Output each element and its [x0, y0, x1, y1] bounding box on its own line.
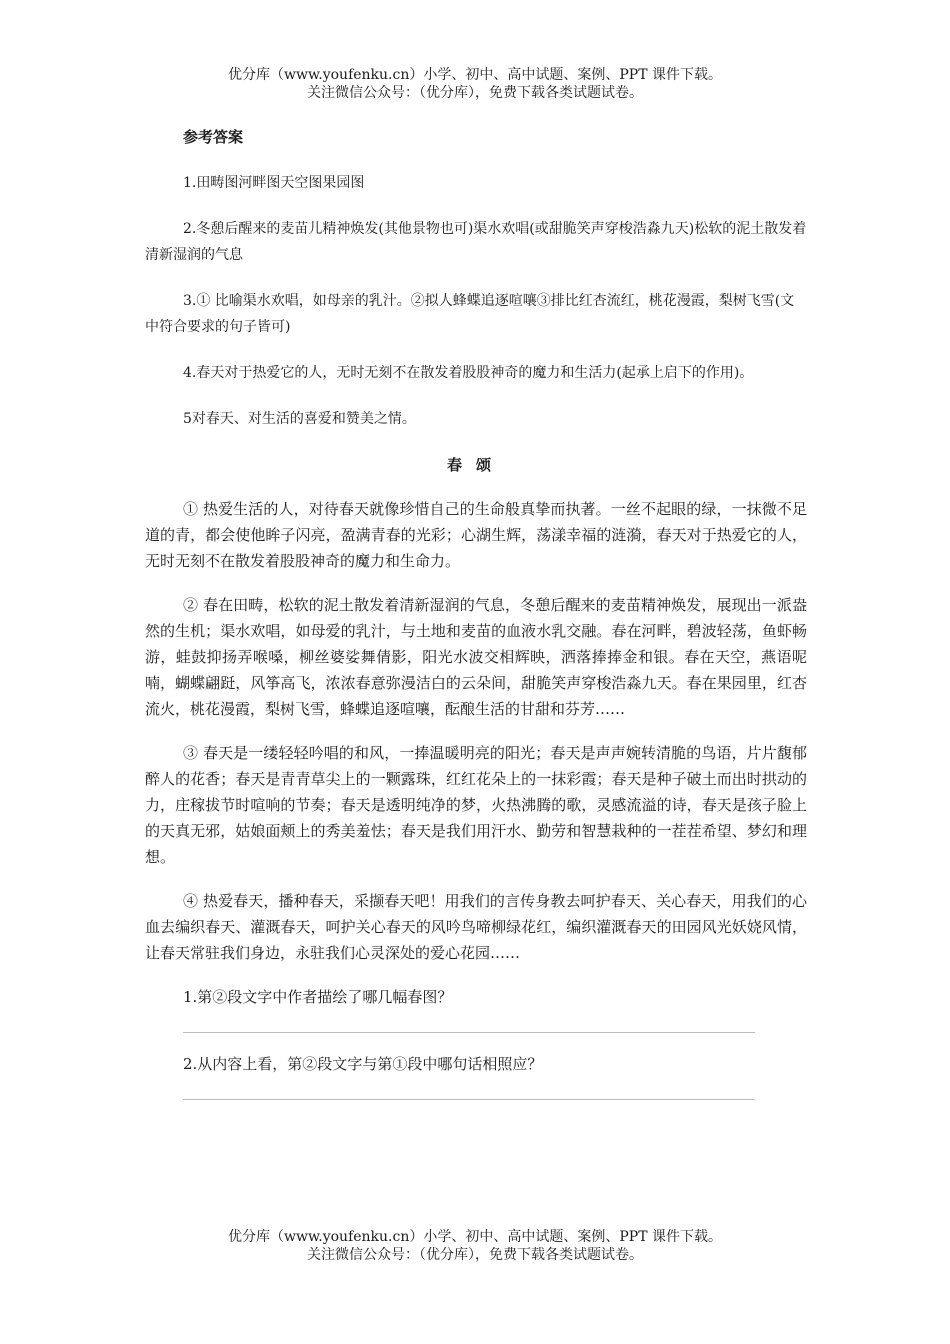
- article-paragraph-1: ① 热爱生活的人，对待春天就像珍惜自己的生命般真挚而执著。一丝不起眼的绿，一抹微不足道的青，都会使他眸子闪亮，盈满青春的光彩；心湖生辉，荡漾幸福的涟漪，春天对于热爱它的人，无时无刻不在散发着股股神奇的魔力和生命力。: [145, 500, 807, 570]
- answers-heading: 参考答案: [183, 128, 244, 146]
- article-title: 春颂: [446, 456, 505, 474]
- footer-line-1: 优分库（www.youfenku.cn）小学、初中、高中试题、案例、PPT 课件下载。: [227, 1229, 722, 1245]
- question-2: 2.从内容上看，第②段文字与第①段中哪句话相照应？: [183, 1055, 543, 1073]
- page-footer: [0, 1228, 950, 1264]
- answer-item-2: 2.冬憩后醒来的麦苗儿精神焕发(其他景物也可)渠水欢唱(或甜脆笑声穿梭浩淼九天)松软的泥土散发着清新湿润的气息: [145, 221, 807, 263]
- article-paragraph-3: ③ 春天是一缕轻轻吟唱的和风，一捧温暖明亮的阳光；春天是声声婉转清脆的鸟语，片片馥郁醉人的花香；春天是青青草尖上的一颗露珠，红红花朵上的一抹彩霞；春天是种子破土而出时拱动的力，庄稼拔节时喧响的节奏；春天是透明纯净的梦，火热沸腾的歌，灵感流溢的诗，春天是孩子脸上的天真无邪，姑娘面颊上的秀美羞怯；春天是我们用汗水、勤劳和智慧栽种的一茬茬希望、梦幻和理想。: [145, 744, 807, 866]
- answer-item-4: 4.春天对于热爱它的人，无时无刻不在散发着股股神奇的魔力和生活力(起承上启下的作用)。: [183, 365, 754, 381]
- article-paragraph-4: ④ 热爱春天，播种春天，采撷春天吧！用我们的言传身教去呵护春天、关心春天，用我们的心血去编织春天、灌溉春天，呵护关心春天的风吟鸟啼柳绿花红，编织灌溉春天的田园风光妖娆风情，让春天常驻我们身边，永驻我们心灵深处的爱心花园……: [145, 892, 807, 962]
- footer-line-2: 关注微信公众号：（优分库），免费下载各类试题试卷。: [307, 1247, 643, 1263]
- answer-item-1: 1.田畴图河畔图天空图果园图: [183, 175, 365, 191]
- article-paragraph-2: ② 春在田畴，松软的泥土散发着清新湿润的气息，冬憩后醒来的麦苗精神焕发，展现出一派盎然的生机；渠水欢唱，如母爱的乳汁，与土地和麦苗的血液水乳交融。春在河畔，碧波轻荡，鱼虾畅游，蛙鼓抑扬弄喉嗓，柳丝婆娑舞倩影，阳光水波交相辉映，洒落捧捧金和银。春在天空，燕语呢喃，蝴蝶翩跹，风筝高飞，浓浓春意弥漫洁白的云朵间，甜脆笑声穿梭浩淼九天。春在果园里，红杏流火，桃花漫霞，梨树飞雪，蜂蝶追逐喧嚷，酝酿生活的甘甜和芬芳……: [145, 596, 807, 718]
- document-body: [145, 124, 807, 1100]
- question-1: 1.第②段文字中作者描绘了哪几幅春图？: [183, 988, 453, 1006]
- answer-item-3: 3.① 比喻渠水欢唱，如母亲的乳汁。②拟人蜂蝶追逐喧嚷③排比红杏流红，桃花漫霞，梨树飞雪(文中符合要求的句子皆可): [145, 293, 795, 335]
- header-line-2: 关注微信公众号：（优分库），免费下载各类试题试卷。: [307, 85, 643, 101]
- header-line-1: 优分库（www.youfenku.cn）小学、初中、高中试题、案例、PPT 课件下载。: [227, 67, 722, 83]
- answer-item-5: 5对春天、对生活的喜爱和赞美之情。: [183, 411, 416, 427]
- page-header: [0, 66, 950, 102]
- answer-line-2[interactable]: [183, 1099, 755, 1100]
